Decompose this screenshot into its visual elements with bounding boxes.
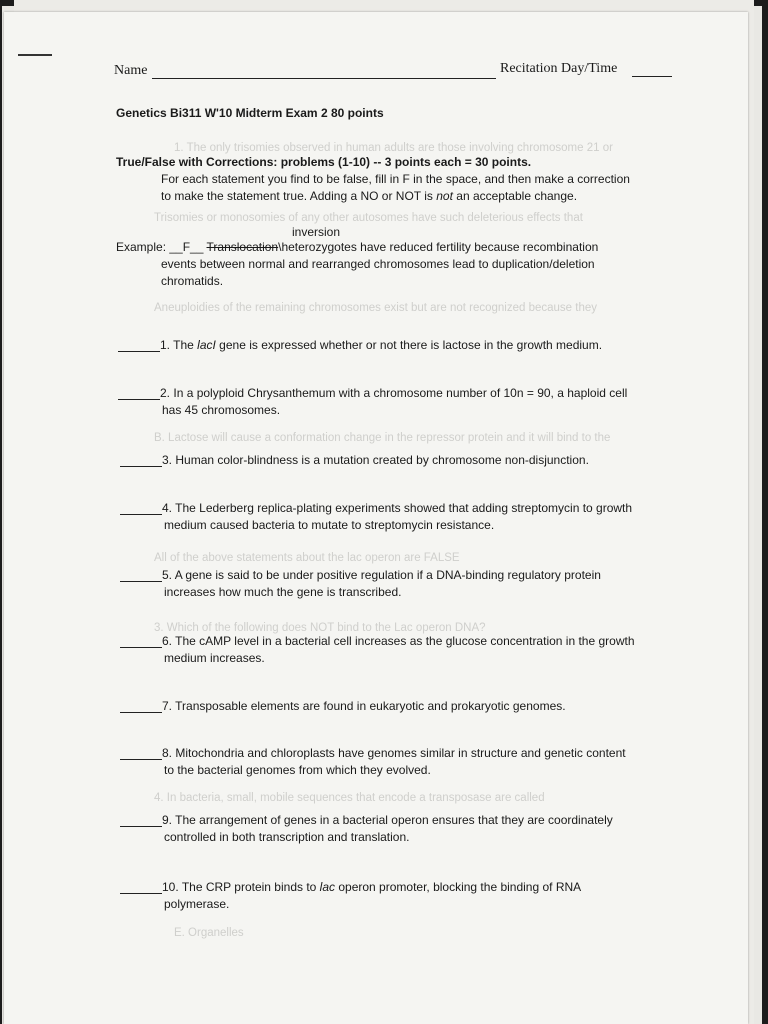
question-text-continued: controlled in both transcription and translation. bbox=[164, 830, 410, 844]
bleed-through: All of the above statements about the lac operon are FALSE bbox=[154, 552, 460, 564]
bleed-through: E. Organelles bbox=[174, 927, 244, 939]
section-heading: True/False with Corrections: problems (1-10) -- 3 points each = 30 points. bbox=[116, 155, 532, 169]
question-text: 3. Human color-blindness is a mutation created by chromosome non-disjunction. bbox=[162, 453, 589, 467]
answer-blank[interactable] bbox=[120, 893, 162, 894]
bleed-through: B. Lactose will cause a conformation change in the repressor protein and it will bind to the bbox=[154, 432, 611, 444]
question-text: 1. The lacI gene is expressed whether or not there is lactose in the growth medium. bbox=[160, 338, 603, 352]
question-text: 5. A gene is said to be under positive regulation if a DNA-binding regulatory protein bbox=[162, 568, 601, 582]
answer-blank[interactable] bbox=[120, 466, 162, 467]
bleed-through: 3. Which of the following does NOT bind to the Lac operon DNA? bbox=[154, 622, 486, 634]
exam-page bbox=[4, 12, 748, 1024]
question-text-continued: increases how much the gene is transcribed. bbox=[164, 585, 402, 599]
question-text-continued: medium increases. bbox=[164, 651, 265, 665]
question-text: 6. The cAMP level in a bacterial cell increases as the glucose concentration in the growth bbox=[162, 634, 635, 648]
bleed-through: Trisomies or monosomies of any other autosomes have such deleterious effects that bbox=[154, 212, 583, 224]
question-text: 9. The arrangement of genes in a bacterial operon ensures that they are coordinately bbox=[162, 813, 613, 827]
answer-blank[interactable] bbox=[120, 712, 162, 713]
exam-title: Genetics Bi311 W'10 Midterm Exam 2 80 points bbox=[116, 106, 384, 120]
question-text: 10. The CRP protein binds to lac operon promoter, blocking the binding of RNA bbox=[162, 880, 582, 894]
question-text-continued: has 45 chromosomes. bbox=[162, 403, 281, 417]
answer-blank[interactable] bbox=[120, 514, 162, 515]
question-text: 8. Mitochondria and chloroplasts have genomes similar in structure and genetic content bbox=[162, 746, 626, 760]
recitation-field[interactable] bbox=[632, 76, 672, 77]
question-text-continued: polymerase. bbox=[164, 897, 230, 911]
name-field[interactable] bbox=[152, 78, 496, 79]
bleed-through: 1. The only trisomies observed in human adults are those involving chromosome 21 or bbox=[174, 142, 613, 154]
answer-blank[interactable] bbox=[118, 399, 160, 400]
question-text: 7. Transposable elements are found in eukaryotic and prokaryotic genomes. bbox=[162, 699, 566, 713]
example-line-1: Example: __F__ Translocation\heterozygotes have reduced fertility because recombination bbox=[116, 240, 599, 254]
question-text-continued: medium caused bacteria to mutate to streptomycin resistance. bbox=[164, 518, 495, 532]
bleed-through: 4. In bacteria, small, mobile sequences that encode a transposase are called bbox=[154, 792, 545, 804]
question-text: 4. The Lederberg replica-plating experiments showed that adding streptomycin to growth bbox=[162, 501, 633, 515]
example-struck-word: Translocation bbox=[206, 240, 279, 254]
question-text: 2. In a polyploid Chrysanthemum with a chromosome number of 10n = 90, a haploid cell bbox=[160, 386, 628, 400]
instructions-line-2: to make the statement true. Adding a NO or NOT is not an acceptable change. bbox=[161, 189, 578, 203]
example-line-2: events between normal and rearranged chromosomes lead to duplication/deletion bbox=[161, 257, 595, 271]
recitation-label: Recitation Day/Time bbox=[500, 61, 618, 76]
example-line-3: chromatids. bbox=[161, 274, 224, 288]
instructions-line-1: For each statement you find to be false, fill in F in the space, and then make a correction bbox=[161, 172, 630, 186]
name-label-text: Name bbox=[114, 63, 148, 78]
answer-blank[interactable] bbox=[120, 647, 162, 648]
question-text-continued: to the bacterial genomes from which they evolved. bbox=[164, 763, 431, 777]
answer-blank[interactable] bbox=[120, 759, 162, 760]
answer-blank[interactable] bbox=[120, 826, 162, 827]
example-correction-word: inversion bbox=[292, 225, 341, 239]
answer-blank[interactable] bbox=[120, 581, 162, 582]
bleed-through: Aneuploidies of the remaining chromosomes exist but are not recognized because they bbox=[154, 302, 598, 314]
pen-mark bbox=[18, 54, 52, 56]
name-label bbox=[114, 62, 147, 80]
answer-blank[interactable] bbox=[118, 351, 160, 352]
